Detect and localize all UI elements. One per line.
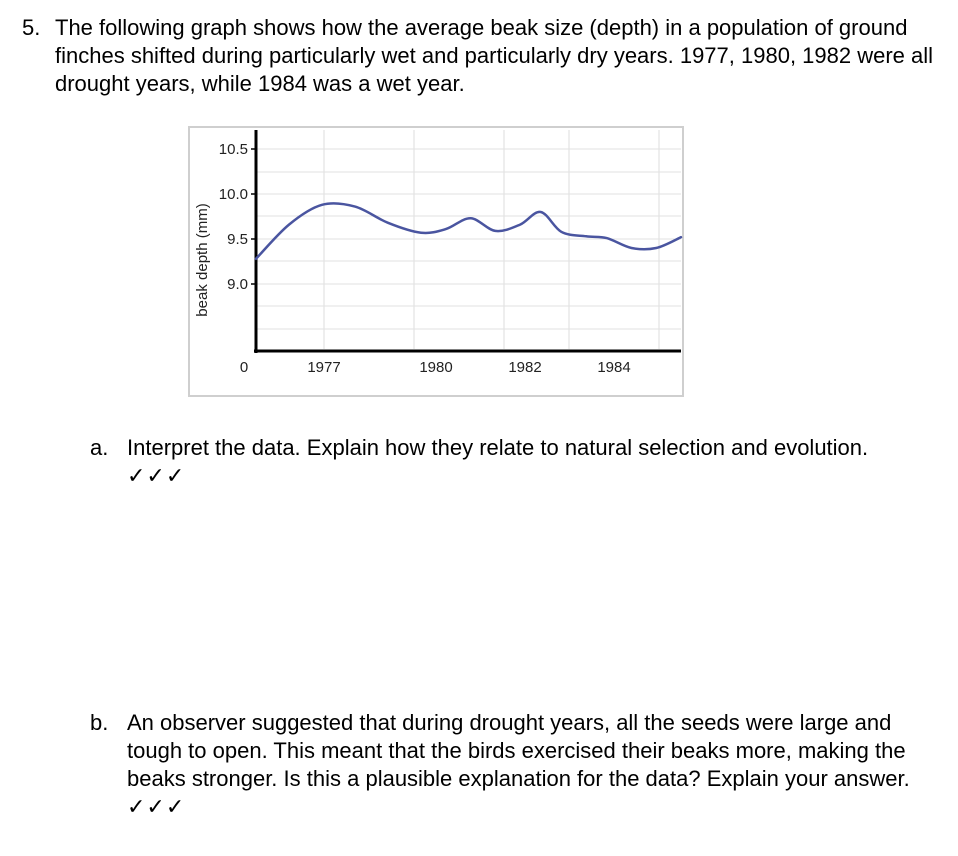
x-tick-label-1982: 1982: [508, 359, 542, 376]
part-a-checkmarks: ✓✓✓: [127, 463, 186, 488]
part-a-letter: a.: [90, 435, 109, 460]
x-tick-label-1984: 1984: [597, 359, 631, 376]
part-a-prompt: [127, 434, 917, 490]
part-b-letter: b.: [90, 710, 109, 735]
y-tick-label-1: 10.0: [218, 186, 248, 203]
x-tick-label-1980: 1980: [419, 359, 453, 376]
y-tick-label-0: 10.5: [218, 141, 248, 158]
origin-label: 0: [239, 359, 249, 376]
part-b-text: An observer suggested that during drought years, all the seeds were large and tough to open. This meant that the birds exercised their beaks more, making the beaks stronger. Is this a plausible explanation for the data? Explain your answer.: [127, 710, 910, 791]
part-a-text: Interpret the data. Explain how they relate to natural selection and evolution.: [127, 435, 869, 460]
y-tick-label-2: 9.5: [227, 231, 248, 248]
part-b-prompt: [127, 709, 932, 821]
x-tick-label-1977: 1977: [307, 359, 341, 376]
question-text: The following graph shows how the average beak size (depth) in a population of ground finches shifted during particularly wet and particularly dry years. 1977, 1980, 1982 were all drought years, while 1984 was a wet year.: [55, 15, 934, 96]
beak-depth-chart: [188, 126, 684, 400]
y-axis-label: beak depth (mm): [194, 203, 211, 317]
part-b-checkmarks: ✓✓✓: [127, 794, 186, 819]
y-tick-label-3: 9.0: [227, 276, 248, 293]
question-number: 5.: [22, 15, 41, 40]
